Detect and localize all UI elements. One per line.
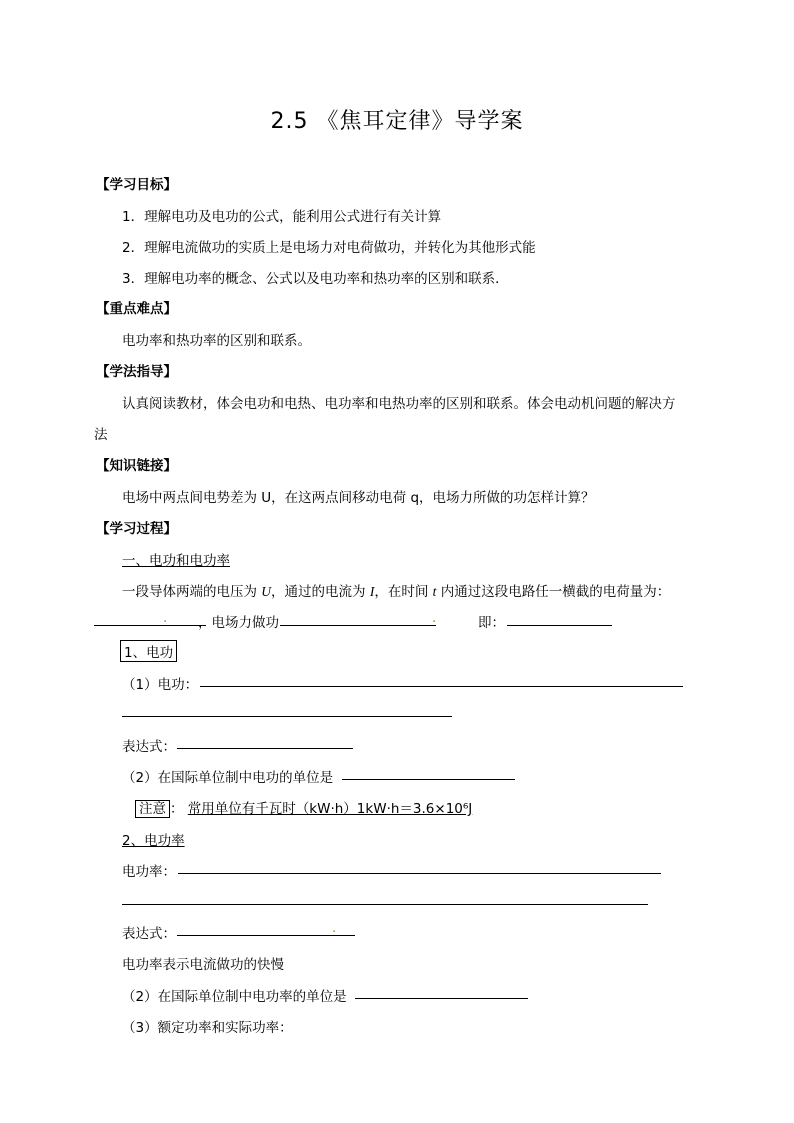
field-work-blank[interactable] <box>280 625 436 626</box>
method-text: 认真阅读教材，体会电功和电热、电功率和电热功率的区别和联系。体会电动机问题的解决方 <box>122 396 676 412</box>
power-definition-blank[interactable] <box>178 873 661 874</box>
work-box-title: 1、电功 <box>120 640 177 662</box>
power-definition-blank-2[interactable] <box>122 904 648 905</box>
field-work-label: ，电场力做功 <box>198 615 279 631</box>
expression-label: 表达式： <box>122 739 176 755</box>
power-definition-label: 电功率： <box>122 864 176 880</box>
objective-item: 2．理解电流做功的实质上是电场力对电荷做功，并转化为其他形式能 <box>122 240 536 256</box>
time-symbol: t <box>432 584 437 599</box>
expression-label: 表达式： <box>122 926 176 942</box>
work-definition-label: （1）电功： <box>122 677 199 693</box>
power-title: 2、电功率 <box>122 833 185 849</box>
current-symbol: I <box>369 584 375 599</box>
work-definition-blank[interactable] <box>200 686 683 687</box>
note-text: 常用单位有千瓦时（kW·h）1kW·h＝3.6×10⁶J <box>187 801 473 817</box>
rated-power-label: （3）额定功率和实际功率： <box>122 1020 293 1036</box>
blank-dot: . <box>332 920 337 936</box>
method-heading: 【学法指导】 <box>96 364 177 380</box>
work-unit-label: （2）在国际单位制中电功的单位是 <box>122 770 334 786</box>
blank-dot: . <box>163 610 168 626</box>
page-title: 2.5 《焦耳定律》导学案 <box>270 109 524 134</box>
power-unit-blank[interactable] <box>355 998 528 999</box>
ji-label: 即： <box>478 615 505 631</box>
objective-item: 1．理解电功及电功的公式，能利用公式进行有关计算 <box>122 209 442 225</box>
work-expression-blank[interactable] <box>177 748 353 749</box>
intro-text-d: 内通过这段电路任一横截的电荷量为： <box>436 584 671 600</box>
power-expression-blank[interactable] <box>177 935 355 936</box>
ji-blank[interactable] <box>507 625 612 626</box>
work-unit-blank[interactable] <box>342 779 515 780</box>
work-definition-blank-2[interactable] <box>122 716 452 717</box>
note-line <box>135 797 472 817</box>
objectives-heading: 【学习目标】 <box>96 177 177 193</box>
process-heading: 【学习过程】 <box>96 521 177 537</box>
key-points-heading: 【重点难点】 <box>96 301 177 317</box>
method-text-continued: 法 <box>94 427 108 443</box>
voltage-symbol: U <box>261 584 272 599</box>
power-unit-label: （2）在国际单位制中电功率的单位是 <box>122 989 347 1005</box>
key-points-text: 电功率和热功率的区别和联系。 <box>122 333 311 349</box>
note-colon: ： <box>170 801 184 817</box>
link-text: 电场中两点间电势差为 U，在这两点间移动电荷 q，电场力所做的功怎样计算？ <box>122 490 595 506</box>
blank-dot: . <box>432 610 437 626</box>
intro-text <box>122 580 670 600</box>
note-box: 注意 <box>135 800 170 818</box>
link-heading: 【知识链接】 <box>96 458 177 474</box>
intro-text-b: ，通过的电流为 <box>271 584 370 600</box>
intro-text-a: 一段导体两端的电压为 <box>122 584 262 600</box>
intro-text-c: ，在时间 <box>374 584 433 600</box>
charge-blank[interactable] <box>94 625 206 626</box>
part1-title: 一、电功和电功率 <box>122 553 230 569</box>
objective-item: 3．理解电功率的概念、公式以及电功率和热功率的区别和联系． <box>122 271 509 287</box>
power-meaning: 电功率表示电流做功的快慢 <box>122 957 284 973</box>
